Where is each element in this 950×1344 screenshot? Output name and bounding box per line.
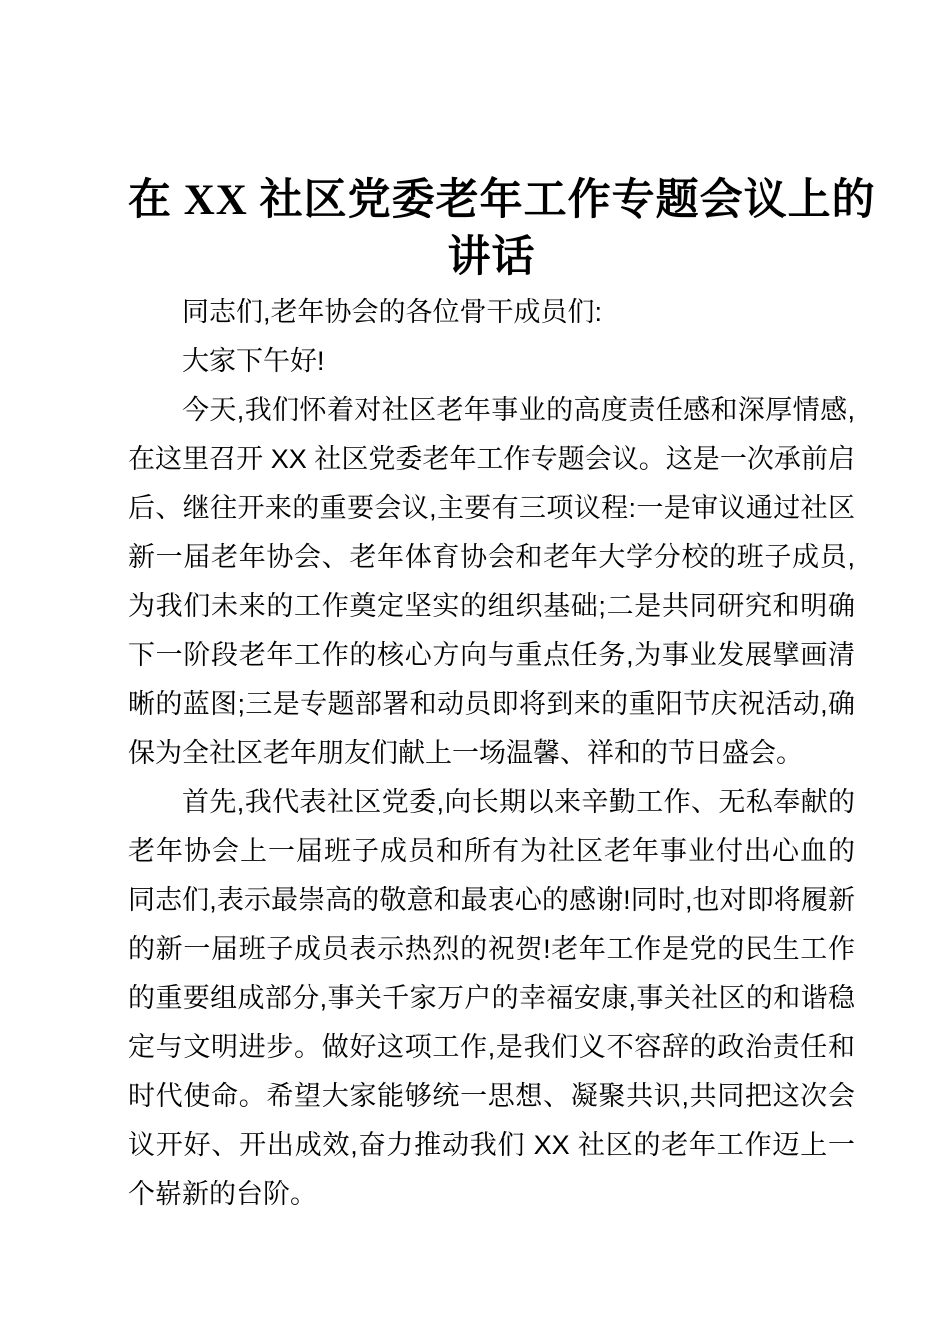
document-title-line-2: 讲话 [447,234,536,281]
greeting-paragraph: 大家下午好! [182,346,325,376]
document-title-line-1: 在 XX 社区党委老年工作专题会议上的 [128,177,876,224]
salutation-paragraph: 同志们,老年协会的各位骨干成员们: [182,297,603,327]
agenda-paragraph: 今天,我们怀着对社区老年事业的高度责任感和深厚情感,在这里召开 XX 社区党委老年工作专题会议。这是一次承前启后、继往开来的重要会议,主要有三项议程:一是审议通过社区新一届老年协会、老年体育协会和老年大学分校的班子成员,为我们未来的工作奠定坚实的组织基础;二是共同研究和明确下一阶段老年工作的核心方向与重点任务,为事业发展擘画清晰的蓝图;三是专题部署和动员即将到来的重阳节庆祝活动,确保为全社区老年朋友们献上一场温馨、祥和的节日盛会。 [128,395,855,768]
document-body [128,288,855,1219]
document-title [128,172,876,286]
gratitude-paragraph: 首先,我代表社区党委,向长期以来辛勤工作、无私奉献的老年协会上一届班子成员和所有为社区老年事业付出心血的同志们,表示最崇高的敬意和最衷心的感谢!同时,也对即将履新的新一届班子成员表示热烈的祝贺!老年工作是党的民生工作的重要组成部分,事关千家万户的幸福安康,事关社区的和谐稳定与文明进步。做好这项工作,是我们义不容辞的政治责任和时代使命。希望大家能够统一思想、凝聚共识,共同把这次会议开好、开出成效,奋力推动我们 XX 社区的老年工作迈上一个崭新的台阶。 [128,787,855,1209]
